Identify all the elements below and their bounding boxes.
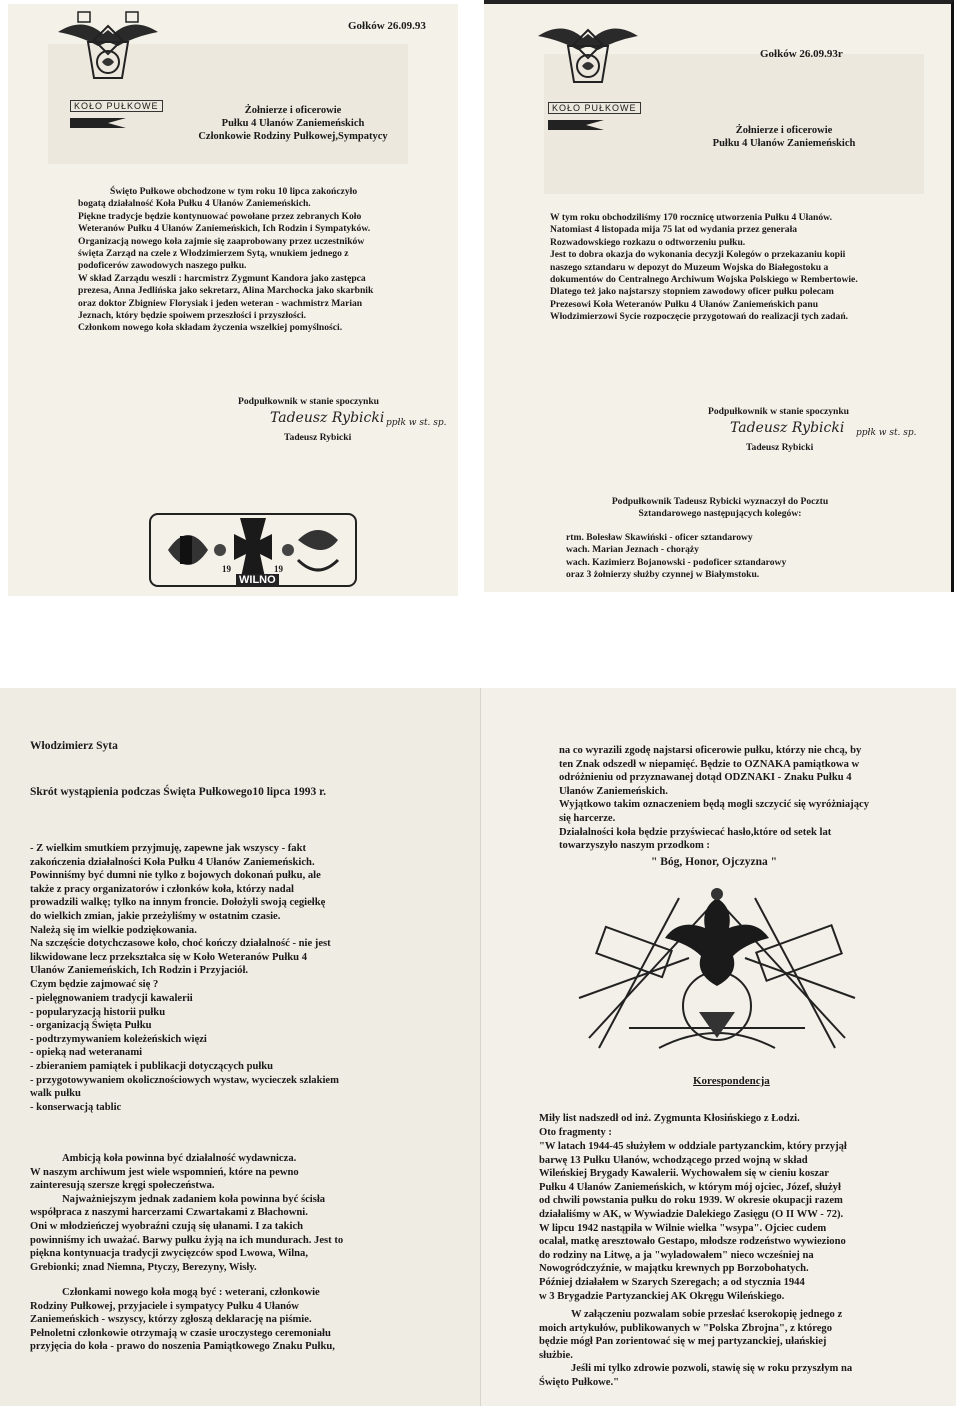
list-item: wach. Kazimierz Bojanowski - podoficer sztandarowy [566,556,787,568]
intro-line: Podpułkownik Tadeusz Rybicki wyznaczył do Pocztu [611,496,829,507]
handwritten-signature: Tadeusz Rybicki [270,410,385,426]
text-line: barwę 13 Pułku Ułanów, wchodzącego przed wojną w skład [539,1154,808,1166]
continuation-text [559,744,951,853]
text-line: ten Znak odszedł w niepamięć. Będzie to OZNAKA pamiątkowa w [559,758,860,770]
text-line: W naszym archiwum jest wiele wspomnień, które na pewno [30,1166,299,1178]
regiment-emblem-icon [528,10,648,110]
regiment-emblem-icon [48,6,168,106]
pennant-icon [546,118,606,132]
text-line: Rodziny Pułkowej, przyjaciele i sympatycy Pułku 4 Ułanów [30,1300,299,1312]
text-line: Należą się im wielkie podziękowania. [30,924,197,936]
body-paragraph: Jest to dobra okazja do wykonania decyzji Kolegów o przekazaniu kopii naszego sztandaru w depozyt do Muzeum Wojska do Białegostoku a dokumentów do Centralnego Archiwum Wojska Polskiego w Rembertowie. [550,249,858,286]
speech-title: Skrót wystąpienia podczas Święta Pułkowego10 lipca 1993 r. [30,786,327,798]
text-line: Jeśli mi tylko zdrowie pozwoli, stawię się w roku przyszłym na [571,1363,853,1375]
body-paragraph: Natomiast 4 listopada mija 75 lat od wydania przez generała Rozwadowskiego rozkazu o odtworzeniu pułku. [550,224,798,248]
text-line: na co wyrazili zgodę najstarsi oficerowie pułku, którzy nie chcą, by [559,745,862,756]
text-line: odróżnieniu od przyznawanej dotąd ODZNAKI - Znaku Pułku 4 [559,772,852,784]
intro-line: Sztandarowego następujących kolegów: [638,508,802,520]
list-item: - popularyzacją historii pułku [30,1006,166,1018]
text-line: Później działałem w Szarych Szeregach; a od stycznia 1944 [539,1276,805,1288]
list-item: walk pułku [30,1088,81,1100]
letter-heading [158,104,428,143]
text-line: Nowogródczyźnie, w majątku krewnych pp Borzobohatych. [539,1263,809,1275]
section-title-correspondence: Korespondencja [693,1075,770,1087]
text-line: Najważniejszym jednak zadaniem koła powinna być ścisła [62,1193,326,1205]
text-line: Ułanów Zaniemeńskich, Ich Rodzin i Przyjaciół. [30,965,249,977]
text-line: Wyjątkowo takim oznaczeniem będą mogli szczycić się wyróżniający [559,799,869,811]
poczet-intro [540,496,900,521]
body-paragraph: Piękne tradycje będzie kontynuować powołane przez zebranych Koło Weteranów Pułku 4 Ułanów Zaniemeńskich, Ich Rodzin i Sympatyków. [78,210,371,235]
text-line: ocalał, matkę aresztowało Gestapo, młodsze rodzeństwo wywieziono [539,1236,846,1248]
ornament-text: WILNO [236,574,279,586]
body-paragraph: Organizacją nowego koła zajmie się zaaprobowany przez uczestników święta Zarząd na czele z Włodzimierzem Sytą, wnukiem jednego z podoficerów zawodowych naszego pułku. [78,235,365,272]
letter-date: Gołków 26.09.93r [760,48,843,60]
text-line: do wielkich zmian, jakie przeżyliśmy w ostatnim czasie. [30,910,281,922]
booklet-page-right [480,688,956,1406]
letter-heading [654,124,914,150]
text-line: Święto Pułkowe." [539,1376,620,1388]
text-line: Pułku 4 Ułanów Zaniemeńskich, w którym mój ojciec, Józef, służył [539,1181,841,1193]
emblem-label: KOŁO PUŁKOWE [548,102,641,114]
handwritten-note: ppłk w st. sp. [856,428,917,438]
text-line: Oto fragmenty : [539,1126,612,1138]
correspondence-intro [539,1112,949,1139]
list-item: - pielęgnowaniem tradycji kawalerii [30,993,193,1004]
text-line: W lipcu 1942 nastąpiła w Wilnie wielka "wsypa". Ojciec cudem [539,1222,827,1234]
text-line: Na szczęście dotychczasowe koło, choć kończy działalność - nie jest [30,938,331,950]
text-line: likwidowane lecz przekształca się w Koło Weteranów Pułku 4 [30,951,307,963]
heading-line: Żołnierze i oficerowie [244,105,342,116]
letter-page-1 [8,4,458,596]
text-line: towarzyszyło naszym przodkom : [559,840,710,852]
list-item: - organizacją Święta Pułku [30,1020,152,1032]
list-item: rtm. Bolesław Skawiński - oficer sztandarowy [566,532,753,543]
signer-rank: Podpułkownik w stanie spoczynku [238,396,380,407]
letter-body [550,212,860,324]
speech-author: Włodzimierz Syta [30,740,118,752]
text-line: do rodziny na Litwę, a ja "wyladowałem" nieco wcześniej na [539,1249,814,1261]
heading-line: Żołnierze i oficerowie [735,125,833,136]
eagle-weapons-illustration-icon [569,878,865,1058]
heading-line: Pułku 4 Ułanów Zaniemeńskich [712,138,856,149]
text-line: - Z wielkim smutkiem przyjmuję, zapewne jak wszyscy - fakt [30,843,306,854]
text-line: Ambicją koła powinna być działalność wydawnicza. [62,1153,297,1164]
text-line: współpraca z naszymi harcerzami Czwartakami z Błachowni. [30,1207,308,1219]
task-list [30,992,470,1114]
list-item: wach. Marian Jeznach - chorąży [566,544,699,556]
text-line: od chwili powstania pułku do roku 1939. W okresie okupacji razem [539,1195,843,1207]
ornament-year-right: 19 [274,564,283,574]
text-line: Ułanów Zaniemeńskich. [559,785,668,797]
body-paragraph: Członkom nowego koła składam życzenia wszelkiej pomyślności. [78,322,343,334]
text-line: Oni w młodzieńczej wyobraźni czują się ułanami. I za takich [30,1220,304,1232]
list-item: - zbieraniem pamiątek i publikacji dotyczących pułku [30,1060,274,1072]
text-line: się harcerze. [559,812,616,824]
correspondence-letter [539,1140,951,1303]
list-item: oraz 3 żołnierzy służby czynnej w Białymstoku. [566,569,760,581]
text-line: "W latach 1944-45 służyłem w oddziale partyzanckim, który przyjął [539,1141,847,1152]
letter-page-2 [484,0,954,592]
text-line: będzie mógł Pan zorientować się w mej partyzanckiej, ułańskiej [539,1336,827,1348]
signer-name: Tadeusz Rybicki [284,432,352,443]
pennant-icon [68,116,128,130]
emblem-label: KOŁO PUŁKOWE [70,100,163,112]
text-line: zakończenia działalności Koła Pułku 4 Ułanów Zaniemeńskich. [30,856,315,868]
list-item: - przygotowywaniem okolicznościowych wystaw, wycieczek szlakiem [30,1074,339,1086]
body-paragraph: Święto Pułkowe obchodzone w tym roku 10 lipca zakończyło bogatą działalność Koła Pułku 4 Ułanów Zaniemeńskich. [78,186,358,210]
text-line: działaliśmy w AK, w Wywiadzie Dalekiego Zasięgu (O II WW - 72). [539,1208,844,1220]
letter-date: Gołków 26.09.93 [348,20,426,32]
text-line: Powinniśmy być dumni nie tylko z bojowych dokonań pułku, ale [30,870,321,882]
handwritten-note: ppłk w st. sp. [386,418,447,428]
text-line: powinniśmy ich uważać. Barwy pułku żyją na ich mundurach. Jest to [30,1234,344,1246]
correspondence-closing [539,1308,951,1390]
text-line: Grebionki; znad Niemna, Ptyczy, Berezyny, Wisły. [30,1261,257,1273]
ornament-year-left: 19 [222,564,231,574]
text-line: zainteresują szersze kręgi społeczeństwa. [30,1180,215,1192]
body-paragraph: Dlatego też jako najstarszy stopniem zawodowy oficer pułku polecam Prezesowi Koła Weteranów Pułku 4 Ułanów Zaniemeńskich panu Włodzimierzowi Sycie rozpoczęcie przygotowań do realizacji tych zadań. [550,286,849,323]
list-item: - podtrzymywaniem koleżeńskich więzi [30,1033,207,1045]
text-line: Działalności koła będzie przyświecać hasło,które od setek lat [559,826,832,838]
text-line: Członkami nowego koła mogą być : weterani, członkowie [62,1287,320,1298]
list-item: - opieką nad weteranami [30,1047,143,1059]
signer-rank: Podpułkownik w stanie spoczynku [708,406,850,417]
text-line: służbie. [539,1349,573,1361]
signer-name: Tadeusz Rybicki [746,442,814,453]
text-line: w 3 Brygadzie Partyzanckiej AK Okręgu Wileńskiego. [539,1290,785,1302]
text-line: przyjęcia do koła - prawo do noszenia Pamiątkowego Znaku Pułku, [30,1341,335,1353]
text-line: prowadzili walkę; tylko na innym froncie. Dołożyli swoją cegiełkę [30,897,326,909]
speech-paragraph-2 [30,1152,470,1274]
text-line: Miły list nadszedł od inż. Zygmunta Kłosińskiego z Łodzi. [539,1113,800,1124]
heading-line: Członkowie Rodziny Pułkowej,Sympatycy [198,131,388,142]
letter-body [78,186,378,335]
text-line: Wileńskiej Brygady Kawalerii. Wychowałem się w cieniu koszar [539,1168,829,1180]
list-item: - konserwacją tablic [30,1101,122,1113]
booklet-page-left [0,688,480,1406]
heading-line: Pułku 4 Ułanów Zaniemeńskich [221,118,365,129]
body-paragraph: W skład Zarządu weszli : harcmistrz Zygmunt Kandora jako zastępca prezesa, Anna Jedlińska jako sekretarz, Alina Marchocka jako skarbnik oraz doktor Zbigniew Florysiak i jeden weteran - wachmistrz Marian Jeznach, który będzie spoiwem przeszłości i przyszłości. [78,272,374,322]
text-line: piękna kontynuacja tradycji zwycięzców spod Lwowa, Wilna, [30,1248,309,1260]
text-line: Czym będzie zajmować się ? [30,978,159,990]
text-line: także z pracy organizatorów i członków koła, którzy nadal [30,883,294,895]
speech-paragraph-1 [30,842,470,992]
text-line: moich artykułów, publikowanych w "Polska Zbrojna", z którego [539,1322,833,1334]
handwritten-signature: Tadeusz Rybicki [730,420,845,436]
text-line: Zaniemeńskich - wszyscy, którzy zgłoszą deklarację na piśmie. [30,1314,312,1326]
text-line: Pełnoletni członkowie otrzymają w czasie uroczystego ceremoniału [30,1327,331,1339]
speech-paragraph-3 [30,1286,470,1354]
text-line: W załączeniu pozwalam sobie przesłać kserokopię jednego z [571,1309,843,1320]
poczet-list [566,532,906,582]
motto: " Bóg, Honor, Ojczyzna " [651,856,778,868]
body-paragraph: W tym roku obchodziliśmy 170 rocznicę utworzenia Pułku 4 Ułanów. [550,212,832,223]
